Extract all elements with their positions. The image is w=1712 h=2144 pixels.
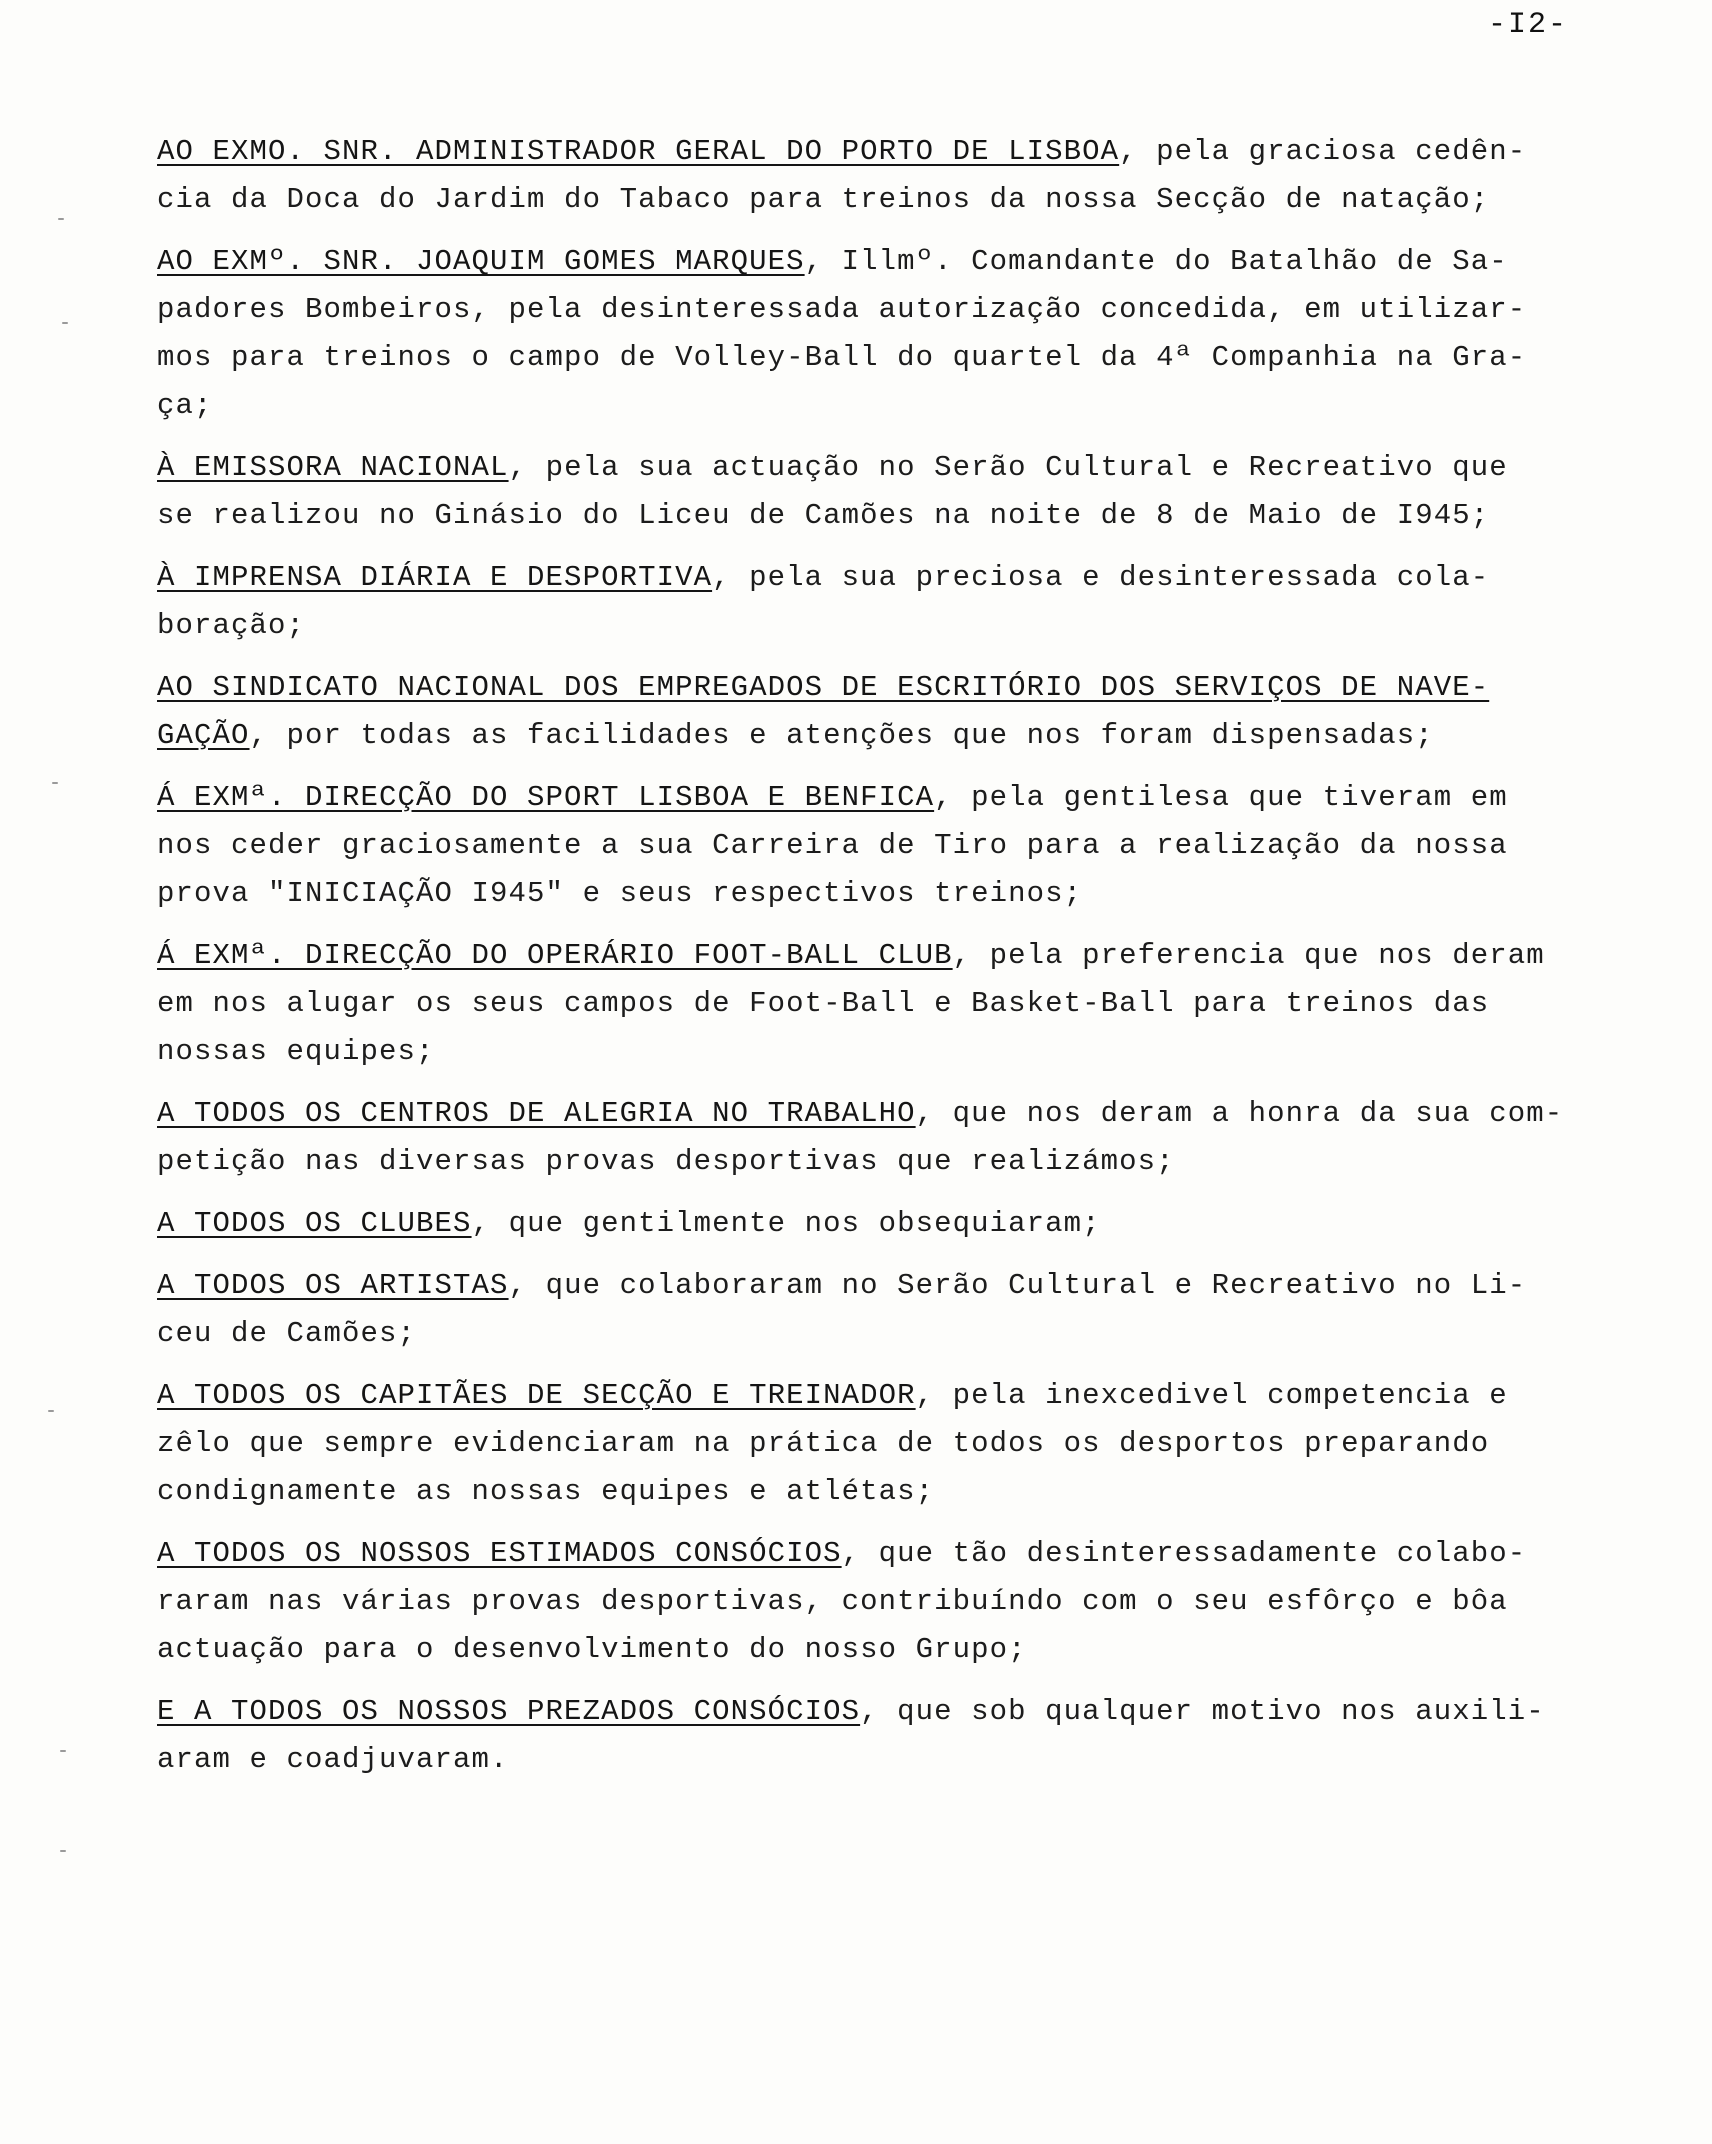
- entry-text: , pela preferencia que nos deram: [952, 939, 1545, 972]
- entry-text: nossas equipes;: [157, 1035, 435, 1068]
- entry-estimados-consocios: [157, 1530, 1697, 1674]
- entry-heading: AO SINDICATO NACIONAL DOS EMPREGADOS DE ESCRITÓRIO DOS SERVIÇOS DE NAVE-: [157, 671, 1490, 704]
- entry-line: [157, 1372, 1697, 1420]
- entry-text: , pela sua preciosa e desinteressada cola-: [712, 561, 1490, 594]
- entry-heading: A TODOS OS CLUBES: [157, 1207, 472, 1240]
- entry-text: ceu de Camões;: [157, 1317, 417, 1350]
- entry-line: [157, 238, 1697, 286]
- entry-line: [157, 444, 1697, 492]
- entry-line: [157, 1090, 1697, 1138]
- entry-text: aram e coadjuvaram.: [157, 1743, 509, 1776]
- entry-prezados-consocios: [157, 1688, 1697, 1784]
- entry-text: nos ceder graciosamente a sua Carreira de Tiro para a realização da nossa: [157, 829, 1508, 862]
- scan-speck: [48, 1410, 54, 1412]
- entry-text: zêlo que sempre evidenciaram na prática de todos os desportos preparando: [157, 1427, 1490, 1460]
- entry-text: boração;: [157, 609, 306, 642]
- entry-heading: AO EXMº. SNR. JOAQUIM GOMES MARQUES: [157, 245, 805, 278]
- acknowledgements-list: [157, 128, 1697, 1798]
- scan-speck: [52, 782, 58, 784]
- entry-text: , que gentilmente nos obsequiaram;: [471, 1207, 1101, 1240]
- entry-heading: A TODOS OS CAPITÃES DE SECÇÃO E TREINADOR: [157, 1379, 916, 1412]
- entry-text: , pela gentilesa que tiveram em: [934, 781, 1508, 814]
- scan-speck: [60, 1850, 66, 1852]
- entry-text: raram nas várias provas desportivas, contribuíndo com o seu esfôrço e bôa: [157, 1585, 1508, 1618]
- entry-heading: Á EXMª. DIRECÇÃO DO OPERÁRIO FOOT-BALL CLUB: [157, 939, 953, 972]
- entry-benfica: [157, 774, 1697, 918]
- entry-text: petição nas diversas provas desportivas que realizámos;: [157, 1145, 1175, 1178]
- entry-joaquim-gomes-marques: [157, 238, 1697, 430]
- entry-text: , que colaboraram no Serão Cultural e Recreativo no Li-: [508, 1269, 1527, 1302]
- entry-text: , que nos deram a honra da sua com-: [915, 1097, 1564, 1130]
- entry-line: [157, 128, 1697, 176]
- entry-heading: A TODOS OS CENTROS DE ALEGRIA NO TRABALHO: [157, 1097, 916, 1130]
- entry-heading: A TODOS OS ARTISTAS: [157, 1269, 509, 1302]
- entry-artistas: [157, 1262, 1697, 1358]
- entry-line: [157, 1688, 1697, 1736]
- entry-text: , que sob qualquer motivo nos auxili-: [860, 1695, 1545, 1728]
- page-number: -I2-: [1488, 8, 1569, 42]
- entry-line: [157, 712, 1697, 760]
- entry-capitaes: [157, 1372, 1697, 1516]
- entry-line: [157, 774, 1697, 822]
- entry-heading: Á EXMª. DIRECÇÃO DO SPORT LISBOA E BENFICA: [157, 781, 935, 814]
- entry-operario-foot-ball-club: [157, 932, 1697, 1076]
- entry-text: ça;: [157, 389, 213, 422]
- entry-sindicato: [157, 664, 1697, 760]
- entry-heading: À IMPRENSA DIÁRIA E DESPORTIVA: [157, 561, 713, 594]
- scan-speck: [58, 218, 64, 220]
- entry-text: , pela sua actuação no Serão Cultural e Recreativo que: [508, 451, 1508, 484]
- entry-heading: AO EXMO. SNR. ADMINISTRADOR GERAL DO PORTO DE LISBOA: [157, 135, 1120, 168]
- entry-emissora-nacional: [157, 444, 1697, 540]
- entry-heading: A TODOS OS NOSSOS ESTIMADOS CONSÓCIOS: [157, 1537, 842, 1570]
- scan-speck: [62, 322, 68, 324]
- entry-text: cia da Doca do Jardim do Tabaco para treinos da nossa Secção de natação;: [157, 183, 1490, 216]
- entry-line: [157, 1530, 1697, 1578]
- entry-text: , por todas as facilidades e atenções que nos foram dispensadas;: [249, 719, 1434, 752]
- entry-line: [157, 932, 1697, 980]
- entry-text: padores Bombeiros, pela desinteressada autorização concedida, em utilizar-: [157, 293, 1527, 326]
- entry-text: se realizou no Ginásio do Liceu de Camões na noite de 8 de Maio de I945;: [157, 499, 1490, 532]
- entry-line: [157, 554, 1697, 602]
- entry-heading: E A TODOS OS NOSSOS PREZADOS CONSÓCIOS: [157, 1695, 861, 1728]
- entry-text: condignamente as nossas equipes e atlétas;: [157, 1475, 935, 1508]
- entry-administrador-porto-lisboa: [157, 128, 1697, 224]
- entry-text: mos para treinos o campo de Volley-Ball do quartel da 4ª Companhia na Gra-: [157, 341, 1527, 374]
- entry-centros-alegria: [157, 1090, 1697, 1186]
- entry-text: prova "INICIAÇÃO I945" e seus respectivos treinos;: [157, 877, 1083, 910]
- entry-line: [157, 1200, 1697, 1248]
- entry-text: actuação para o desenvolvimento do nosso Grupo;: [157, 1633, 1027, 1666]
- entry-heading: À EMISSORA NACIONAL: [157, 451, 509, 484]
- entry-text: em nos alugar os seus campos de Foot-Ball e Basket-Ball para treinos das: [157, 987, 1490, 1020]
- entry-text: , Illmº. Comandante do Batalhão de Sa-: [804, 245, 1508, 278]
- entry-text: , pela inexcedivel competencia e: [915, 1379, 1508, 1412]
- entry-text: , que tão desinteressadamente colabo-: [841, 1537, 1527, 1570]
- entry-imprensa: [157, 554, 1697, 650]
- entry-heading-continued: GAÇÃO: [157, 719, 250, 752]
- entry-text: , pela graciosa cedên-: [1119, 135, 1527, 168]
- entry-line: [157, 1262, 1697, 1310]
- entry-clubes: [157, 1200, 1697, 1248]
- scan-speck: [60, 1750, 66, 1752]
